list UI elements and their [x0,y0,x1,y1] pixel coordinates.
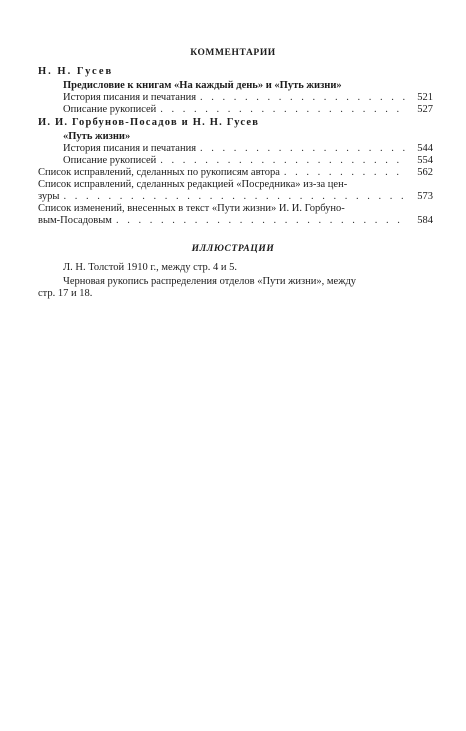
toc-row-history-1[interactable] [63,92,433,104]
leader-dots [160,155,407,167]
toc-row-history-2[interactable] [63,143,433,155]
comments-heading: КОММЕНТАРИИ [190,48,276,58]
toc-page-number: 562 [417,167,433,178]
leader-dots [63,191,407,203]
toc-page-number: 527 [417,104,433,115]
illustration-item-1: Л. Н. Толстой 1910 г., между стр. 4 и 5. [63,262,238,273]
toc-row-corrections-censorship[interactable] [38,191,433,203]
illustration-item-2-line-1: Черновая рукопись распределения отделов «Пути жизни», между [63,276,357,287]
toc-page-number: 544 [417,143,433,154]
toc-label: Описание рукописей [63,155,157,166]
toc-row-description-1[interactable] [63,104,433,116]
corrections-censorship-line-1: Список исправлений, сделанных редакцией «Посредника» из-за цен- [38,179,348,190]
toc-label: История писания и печатания [63,92,197,103]
author-gorbunov-gusev: И. И. Горбунов-Посадов и Н. Н. Гусев [38,117,260,128]
toc-label: зуры [38,191,60,202]
toc-label: История писания и печатания [63,143,197,154]
illustration-item-2-line-2: стр. 17 и 18. [38,288,93,299]
toc-page-number: 521 [417,92,433,103]
toc-label: Список исправлений, сделанных по рукописям автора [38,167,280,178]
toc-row-changes[interactable] [38,215,433,227]
leader-dots [200,92,407,104]
preface-title: Предисловие к книгам «На каждый день» и «Путь жизни» [63,80,342,91]
leader-dots [200,143,407,155]
leader-dots [160,104,407,116]
illustrations-heading: ИЛЛЮСТРАЦИИ [191,244,275,254]
path-of-life-title: «Путь жизни» [63,131,131,142]
changes-line-1: Список изменений, внесенных в текст «Пути жизни» И. И. Горбуно- [38,203,345,214]
toc-row-description-2[interactable] [63,155,433,167]
author-gusev: Н. Н. Гусев [38,66,114,77]
toc-page-number: 573 [417,191,433,202]
toc-label: вым-Посадовым [38,215,112,226]
toc-label: Описание рукописей [63,104,157,115]
leader-dots [116,215,407,227]
toc-row-corrections-author[interactable] [38,167,433,179]
toc-page-number: 584 [417,215,433,226]
toc-page-number: 554 [417,155,433,166]
leader-dots [284,167,407,179]
